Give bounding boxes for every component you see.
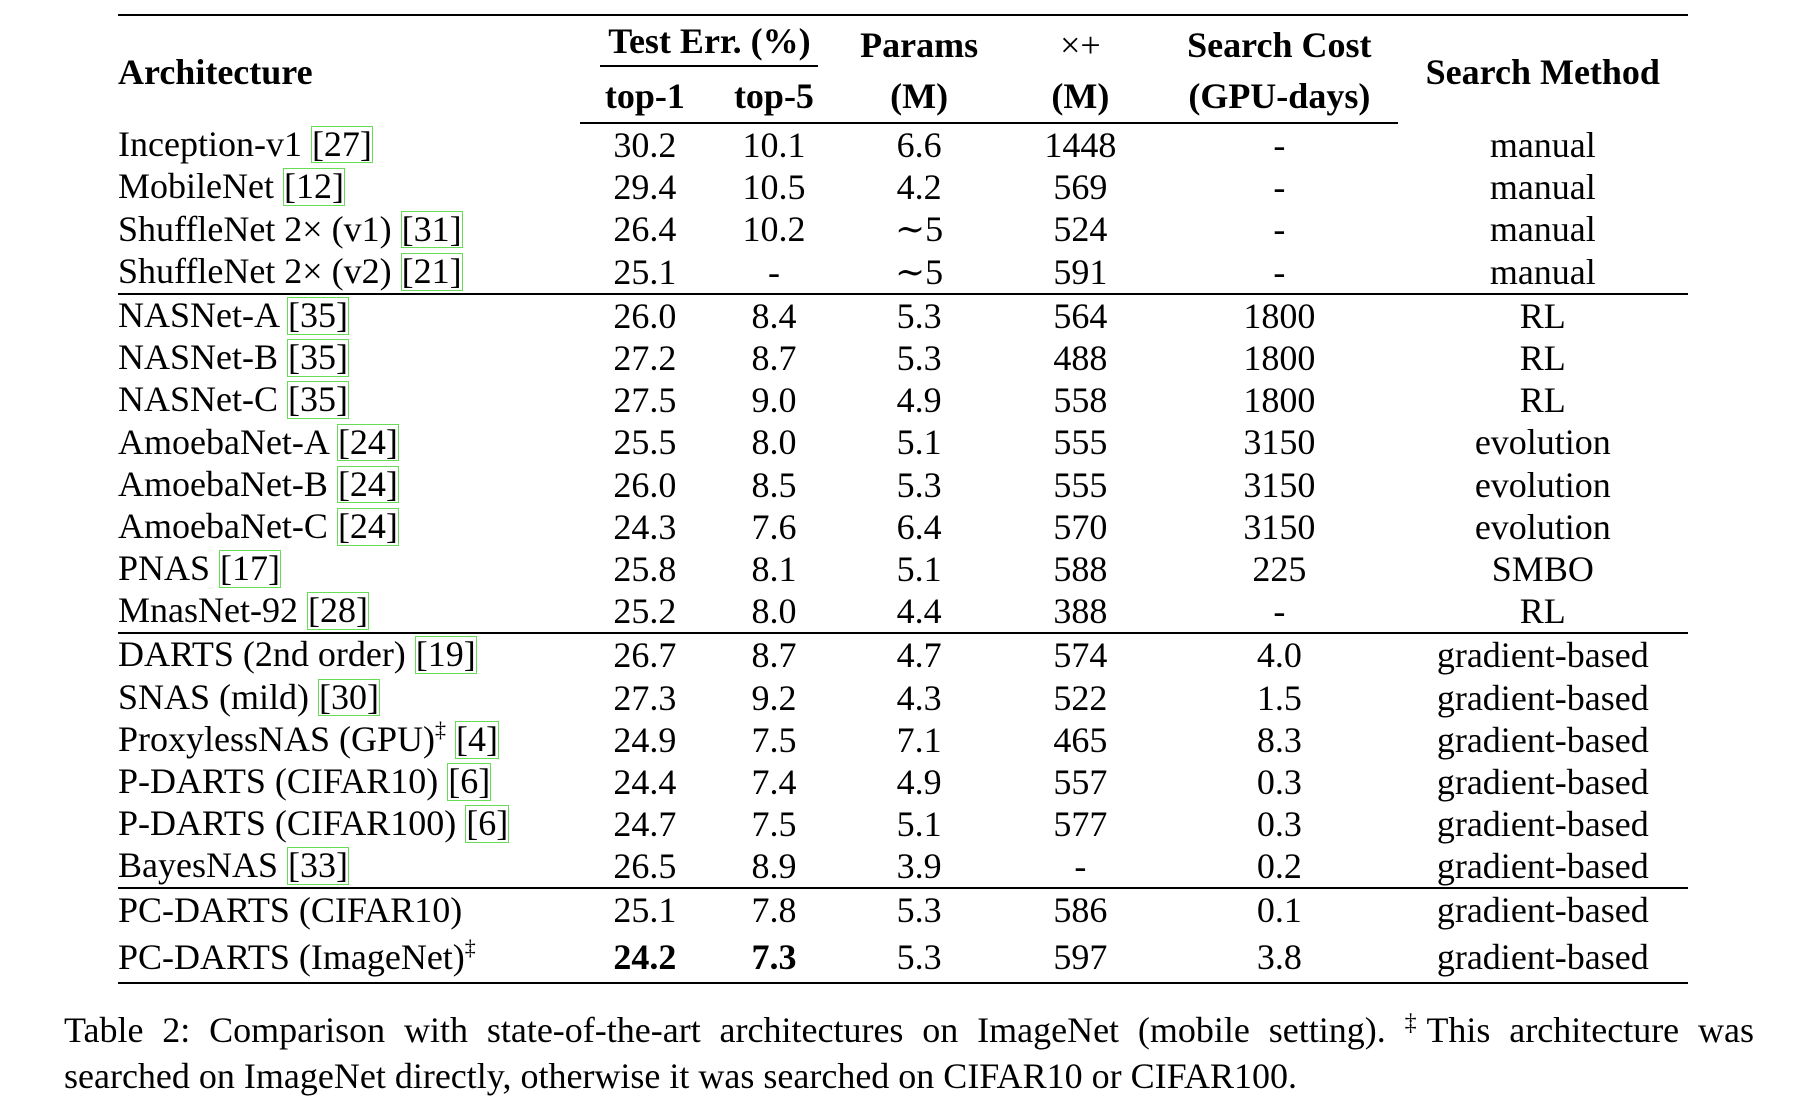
architecture-name: PC-DARTS (CIFAR10) xyxy=(118,890,463,931)
cell-search-method: evolution xyxy=(1474,506,1611,547)
cell-top5: 10.2 xyxy=(742,209,806,250)
cell-search-method: gradient-based xyxy=(1398,932,1688,983)
cell-architecture xyxy=(118,337,580,379)
table-row xyxy=(118,166,1688,208)
header-architecture: Architecture xyxy=(118,15,580,123)
cell-search-method: gradient-based xyxy=(1398,888,1688,931)
table-row xyxy=(118,548,1688,590)
header-ops-unit: (M) xyxy=(1000,70,1161,123)
table-row xyxy=(118,590,1688,633)
cell-architecture xyxy=(118,294,580,337)
citation-link[interactable]: [35] xyxy=(288,337,348,378)
cell-architecture xyxy=(118,888,580,931)
cell-search-method: RL xyxy=(1519,591,1566,632)
cell-ops: 522 xyxy=(1053,677,1108,718)
table-row xyxy=(118,251,1688,294)
cell-architecture xyxy=(118,803,580,845)
cell-search-cost: - xyxy=(1273,125,1286,166)
cell-top1: 24.3 xyxy=(613,506,677,547)
cell-params: 4.2 xyxy=(896,167,942,208)
cell-ops: 570 xyxy=(1053,506,1108,547)
cell-search-cost: 0.1 xyxy=(1161,888,1398,931)
architecture-name: SNAS (mild) xyxy=(118,676,319,717)
cell-architecture xyxy=(118,506,580,548)
cell-search-cost: 3.8 xyxy=(1161,932,1398,983)
table-caption xyxy=(64,1000,1754,1099)
cell-search-cost: 1800 xyxy=(1243,380,1316,421)
table-row xyxy=(118,932,1688,983)
cell-search-cost: - xyxy=(1273,209,1286,250)
cell-top1: 26.7 xyxy=(580,633,709,676)
architecture-name: PNAS xyxy=(118,548,220,589)
cell-search-cost: 0.3 xyxy=(1256,804,1302,845)
cell-top1: 26.0 xyxy=(580,294,709,337)
cell-params: 5.1 xyxy=(896,422,942,463)
cell-top5: 7.5 xyxy=(751,719,797,760)
cell-architecture xyxy=(118,633,580,676)
header-search-cost-unit: (GPU-days) xyxy=(1161,70,1398,123)
cell-ops: 588 xyxy=(1053,548,1108,589)
cell-params: 4.9 xyxy=(896,380,942,421)
header-top5: top-5 xyxy=(709,70,838,123)
cell-search-cost: 8.3 xyxy=(1256,719,1302,760)
cell-top5: 8.9 xyxy=(751,846,797,887)
architecture-name: Inception-v1 xyxy=(118,123,311,164)
architecture-name: AmoebaNet-A xyxy=(118,421,337,462)
cell-params: 4.7 xyxy=(838,633,999,676)
cell-search-cost: 4.0 xyxy=(1161,633,1398,676)
architecture-name: AmoebaNet-B xyxy=(118,463,337,504)
cell-ops: - xyxy=(1074,846,1087,887)
cell-top1: 26.0 xyxy=(613,464,677,505)
cell-search-method: manual xyxy=(1489,251,1596,292)
table-row xyxy=(118,676,1688,718)
cell-ops: 564 xyxy=(1000,294,1161,337)
citation-link[interactable]: [27] xyxy=(311,123,372,164)
citation-link[interactable]: [30] xyxy=(319,676,380,717)
caption-text-before: Table 2: Comparison with state-of-the-art architectures on ImageNet (mobile setting). xyxy=(64,1010,1405,1050)
architecture-name: NASNet-A xyxy=(118,294,287,335)
architecture-name: NASNet-C xyxy=(118,379,287,420)
cell-top1: 24.7 xyxy=(613,804,677,845)
cell-top5: 8.0 xyxy=(751,422,797,463)
cell-search-method: SMBO xyxy=(1491,548,1594,589)
cell-top5: 8.7 xyxy=(751,338,797,379)
cell-params: 5.3 xyxy=(896,464,942,505)
cell-search-method: manual xyxy=(1489,209,1596,250)
cell-search-cost: 3150 xyxy=(1243,422,1316,463)
cell-search-method: gradient-based xyxy=(1398,633,1688,676)
cell-search-method: gradient-based xyxy=(1436,846,1649,887)
architecture-name: DARTS (2nd order) xyxy=(118,634,415,675)
cell-top5: 8.7 xyxy=(709,633,838,676)
table-row xyxy=(118,421,1688,463)
cell-ops: 488 xyxy=(1053,338,1108,379)
cell-architecture xyxy=(118,166,580,208)
cell-architecture xyxy=(118,123,580,166)
architecture-name: ShuffleNet 2× (v2) xyxy=(118,250,401,291)
cell-params: 6.4 xyxy=(896,506,942,547)
cell-top1: 27.5 xyxy=(613,380,677,421)
citation-link[interactable]: [35] xyxy=(288,379,348,420)
cell-search-cost: - xyxy=(1273,167,1286,208)
cell-params: 4.3 xyxy=(896,677,942,718)
cell-ops: 591 xyxy=(1053,251,1108,292)
cell-top5: 7.4 xyxy=(751,761,797,802)
cell-architecture xyxy=(118,548,580,590)
cell-architecture xyxy=(118,676,580,718)
cell-search-method: evolution xyxy=(1474,464,1611,505)
cell-top1: 25.8 xyxy=(613,548,677,589)
cell-top5: - xyxy=(767,251,780,292)
citation-link[interactable]: [4] xyxy=(456,718,499,759)
cell-params: 5.1 xyxy=(896,804,942,845)
architecture-name: MobileNet xyxy=(118,166,283,207)
cell-top1: 24.9 xyxy=(613,719,677,760)
cell-search-cost: 3150 xyxy=(1243,506,1316,547)
citation-link[interactable]: [28] xyxy=(307,590,368,631)
table-row xyxy=(118,123,1688,166)
cell-architecture xyxy=(118,379,580,421)
cell-params: ∼5 xyxy=(895,251,944,292)
architecture-name: BayesNAS xyxy=(118,845,287,886)
cell-top1: 27.2 xyxy=(613,338,677,379)
header-search-method: Search Method xyxy=(1398,15,1688,123)
cell-top5: 7.5 xyxy=(751,804,797,845)
cell-top5: 7.8 xyxy=(709,888,838,931)
cell-search-cost: - xyxy=(1273,251,1286,292)
cell-search-method: gradient-based xyxy=(1436,719,1649,760)
cell-ops: 524 xyxy=(1053,209,1108,250)
cell-top5: 10.1 xyxy=(742,125,806,166)
cell-search-method: manual xyxy=(1489,124,1596,165)
citation-link[interactable]: [6] xyxy=(466,803,509,844)
header-params: Params xyxy=(838,15,999,70)
cell-architecture xyxy=(118,932,580,983)
cell-search-cost: 1800 xyxy=(1161,294,1398,337)
cell-search-method: manual xyxy=(1489,167,1596,208)
cell-architecture xyxy=(118,845,580,888)
cell-params: 5.3 xyxy=(896,338,942,379)
results-table-container xyxy=(118,14,1688,984)
cell-top5: 9.2 xyxy=(751,677,797,718)
architecture-name: ShuffleNet 2× (v1) xyxy=(118,208,401,249)
cell-top1: 26.5 xyxy=(613,846,677,887)
citation-link[interactable]: [24] xyxy=(337,463,398,504)
architecture-name: P-DARTS (CIFAR100) xyxy=(118,803,466,844)
cell-search-cost: 1800 xyxy=(1243,338,1316,379)
cell-architecture xyxy=(118,421,580,463)
header-ops: ×+ xyxy=(1000,15,1161,70)
cell-search-method: RL xyxy=(1519,380,1566,421)
cell-architecture xyxy=(118,761,580,803)
header-search-cost: Search Cost xyxy=(1161,15,1398,70)
cell-search-method: evolution xyxy=(1474,422,1611,463)
architecture-name: P-DARTS (CIFAR10) xyxy=(118,761,448,801)
cell-search-cost: 225 xyxy=(1252,548,1307,589)
cell-top5: 8.4 xyxy=(709,294,838,337)
citation-link[interactable]: [24] xyxy=(337,505,398,546)
architecture-name: MnasNet-92 xyxy=(118,590,307,631)
cell-params: 6.6 xyxy=(896,125,942,166)
table-row xyxy=(118,633,1688,676)
table-body xyxy=(118,123,1688,983)
citation-link[interactable]: [24] xyxy=(337,421,398,462)
table-row xyxy=(118,208,1688,250)
architecture-name: ProxylessNAS (GPU) xyxy=(118,718,436,759)
header-top1: top-1 xyxy=(580,70,709,123)
cell-ops: 597 xyxy=(1000,932,1161,983)
cell-top1: 25.2 xyxy=(613,591,677,632)
cell-ops: 574 xyxy=(1000,633,1161,676)
cell-params: 3.9 xyxy=(896,846,942,887)
cell-search-method: RL xyxy=(1519,338,1566,379)
caption-text-after: This architecture was searched on ImageNet directly, otherwise it was searched on CIFAR10 or CIFAR100. xyxy=(64,1010,1755,1096)
cell-top5: 10.5 xyxy=(742,167,806,208)
cell-top1: 26.4 xyxy=(613,209,677,250)
header-params-unit: (M) xyxy=(838,70,999,123)
dagger-mark: ‡ xyxy=(435,716,447,742)
table-row xyxy=(118,803,1688,845)
table-row xyxy=(118,719,1688,761)
header-test-err xyxy=(580,15,838,70)
cell-params: 5.1 xyxy=(896,548,942,589)
cell-ops: 388 xyxy=(1053,591,1108,632)
cell-architecture xyxy=(118,590,580,633)
citation-link[interactable]: [33] xyxy=(288,845,348,886)
table-row xyxy=(118,761,1688,803)
cell-top1: 24.4 xyxy=(613,761,677,802)
cell-architecture xyxy=(118,208,580,250)
cell-search-cost: 3150 xyxy=(1243,464,1316,505)
cell-params: 4.9 xyxy=(896,761,942,802)
cell-ops: 577 xyxy=(1053,804,1108,845)
cell-search-method: gradient-based xyxy=(1436,804,1649,845)
table-row xyxy=(118,379,1688,421)
cell-ops: 569 xyxy=(1053,167,1108,208)
cell-top1: 27.3 xyxy=(613,677,677,718)
table-row xyxy=(118,337,1688,379)
cell-ops: 558 xyxy=(1053,380,1108,421)
cell-params: 5.3 xyxy=(838,932,999,983)
cell-search-method: gradient-based xyxy=(1436,677,1649,718)
cell-ops: 586 xyxy=(1000,888,1161,931)
table-row xyxy=(118,845,1688,888)
citation-link[interactable]: [17] xyxy=(220,548,281,589)
cell-search-method: RL xyxy=(1398,294,1688,337)
table-header xyxy=(118,15,1688,123)
cell-architecture xyxy=(118,251,580,294)
cell-search-method: gradient-based xyxy=(1436,761,1649,802)
cell-ops: 555 xyxy=(1053,464,1108,505)
table-row xyxy=(118,464,1688,506)
cell-params: ∼5 xyxy=(895,209,944,250)
table-row xyxy=(118,294,1688,337)
cell-top5: 9.0 xyxy=(751,380,797,421)
cell-top5: 7.3 xyxy=(709,932,838,983)
cell-search-cost: 0.2 xyxy=(1256,846,1302,887)
cell-search-cost: 0.3 xyxy=(1256,761,1302,802)
citation-link[interactable]: [21] xyxy=(401,250,462,291)
cell-top5: 8.0 xyxy=(751,591,797,632)
cell-ops: 557 xyxy=(1053,761,1108,802)
cell-params: 5.3 xyxy=(838,294,999,337)
cell-params: 7.1 xyxy=(896,719,942,760)
architecture-name: PC-DARTS (ImageNet) xyxy=(118,936,465,977)
cell-top1: 29.4 xyxy=(613,167,677,208)
table-row xyxy=(118,888,1688,931)
table-row xyxy=(118,506,1688,548)
citation-link[interactable]: [19] xyxy=(415,634,476,675)
architecture-name: NASNet-B xyxy=(118,337,287,378)
cell-top5: 8.1 xyxy=(751,548,797,589)
cell-top1: 25.1 xyxy=(580,888,709,931)
citation-link[interactable]: [35] xyxy=(288,294,348,335)
cell-search-cost: 1.5 xyxy=(1256,677,1302,718)
dagger-mark: ‡ xyxy=(464,934,476,960)
header-test-err-label: Test Err. (%) xyxy=(600,23,818,67)
cell-params: 5.3 xyxy=(838,888,999,931)
citation-link[interactable]: [12] xyxy=(283,166,344,207)
citation-link[interactable]: [6] xyxy=(448,761,491,801)
cell-ops: 465 xyxy=(1053,719,1108,760)
cell-top5: 8.5 xyxy=(751,464,797,505)
cell-top1: 25.1 xyxy=(613,251,677,292)
cell-top1: 24.2 xyxy=(580,932,709,983)
cell-params: 4.4 xyxy=(896,591,942,632)
cell-top1: 25.5 xyxy=(613,422,677,463)
cell-ops: 555 xyxy=(1053,422,1108,463)
citation-link[interactable]: [31] xyxy=(401,208,462,249)
results-table xyxy=(118,14,1688,984)
header-row-1 xyxy=(118,15,1688,70)
cell-ops: 1448 xyxy=(1044,125,1117,166)
cell-architecture xyxy=(118,464,580,506)
caption-dagger: ‡ xyxy=(1404,1010,1427,1036)
architecture-name: AmoebaNet-C xyxy=(118,505,337,546)
cell-search-cost: - xyxy=(1273,591,1286,632)
cell-top5: 7.6 xyxy=(751,506,797,547)
cell-architecture xyxy=(118,716,580,761)
cell-top1: 30.2 xyxy=(613,125,677,166)
